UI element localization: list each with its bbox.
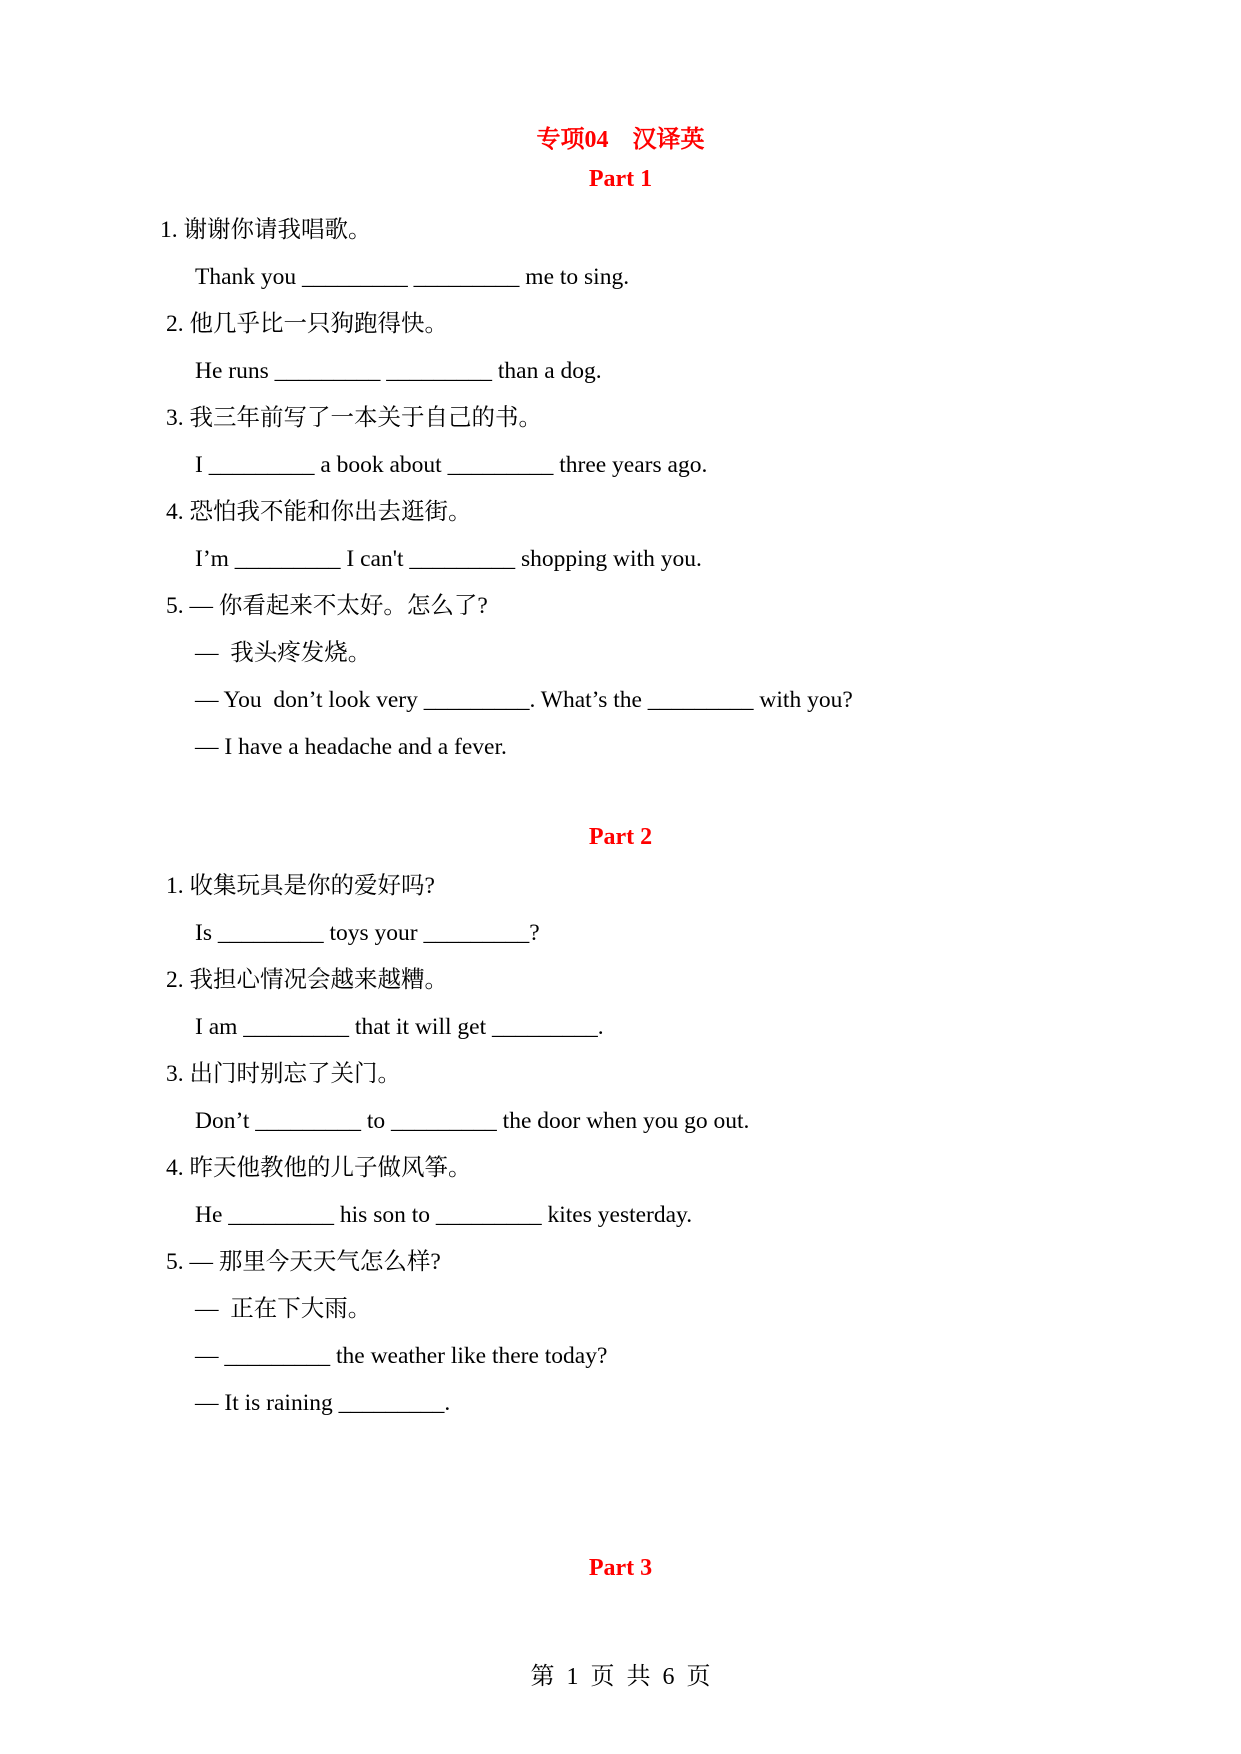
page-number-footer: 第 1 页 共 6 页: [530, 1664, 711, 1690]
part2-answer-3: Don’t _________ to _________ the door when you go out.: [195, 1108, 750, 1134]
part1-question-5: 5. — 你看起来不太好。怎么了?: [166, 593, 488, 619]
part2-answer-4: He _________ his son to _________ kites yesterday.: [195, 1202, 693, 1228]
part2-heading: Part 2: [588, 824, 653, 850]
part1-question-3: 3. 我三年前写了一本关于自己的书。: [166, 405, 542, 431]
part1-question-2: 2. 他几乎比一只狗跑得快。: [166, 311, 448, 337]
part2-answer-2: I am _________ that it will get _________.: [195, 1014, 604, 1040]
part2-answer-5b: — It is raining _________.: [195, 1390, 451, 1416]
part1-answer-2: He runs _________ _________ than a dog.: [195, 358, 602, 384]
part1-question-5-reply: — 我头疼发烧。: [195, 640, 372, 666]
part1-answer-1: Thank you _________ _________ me to sing.: [195, 264, 630, 290]
part2-question-5-reply: — 正在下大雨。: [195, 1296, 372, 1322]
part1-question-1: 1. 谢谢你请我唱歌。: [160, 217, 372, 243]
part3-heading: Part 3: [588, 1555, 653, 1581]
part2-answer-5a: — _________ the weather like there today?: [195, 1343, 608, 1369]
part1-answer-3: I _________ a book about _________ three years ago.: [195, 452, 708, 478]
document-title: 专项04 汉译英: [536, 127, 705, 153]
part1-answer-4: I’m _________ I can't _________ shopping with you.: [195, 546, 702, 572]
part1-answer-5a: — You don’t look very _________. What’s the _________ with you?: [195, 687, 853, 713]
part2-question-2: 2. 我担心情况会越来越糟。: [166, 967, 448, 993]
part2-question-4: 4. 昨天他教他的儿子做风筝。: [166, 1155, 472, 1181]
part1-question-4: 4. 恐怕我不能和你出去逛街。: [166, 499, 472, 525]
part1-heading: Part 1: [588, 166, 653, 192]
part1-answer-5b: — I have a headache and a fever.: [195, 734, 507, 760]
part2-question-1: 1. 收集玩具是你的爱好吗?: [166, 873, 435, 899]
part2-answer-1: Is _________ toys your _________?: [195, 920, 540, 946]
part2-question-5: 5. — 那里今天天气怎么样?: [166, 1249, 441, 1275]
part2-question-3: 3. 出门时别忘了关门。: [166, 1061, 401, 1087]
